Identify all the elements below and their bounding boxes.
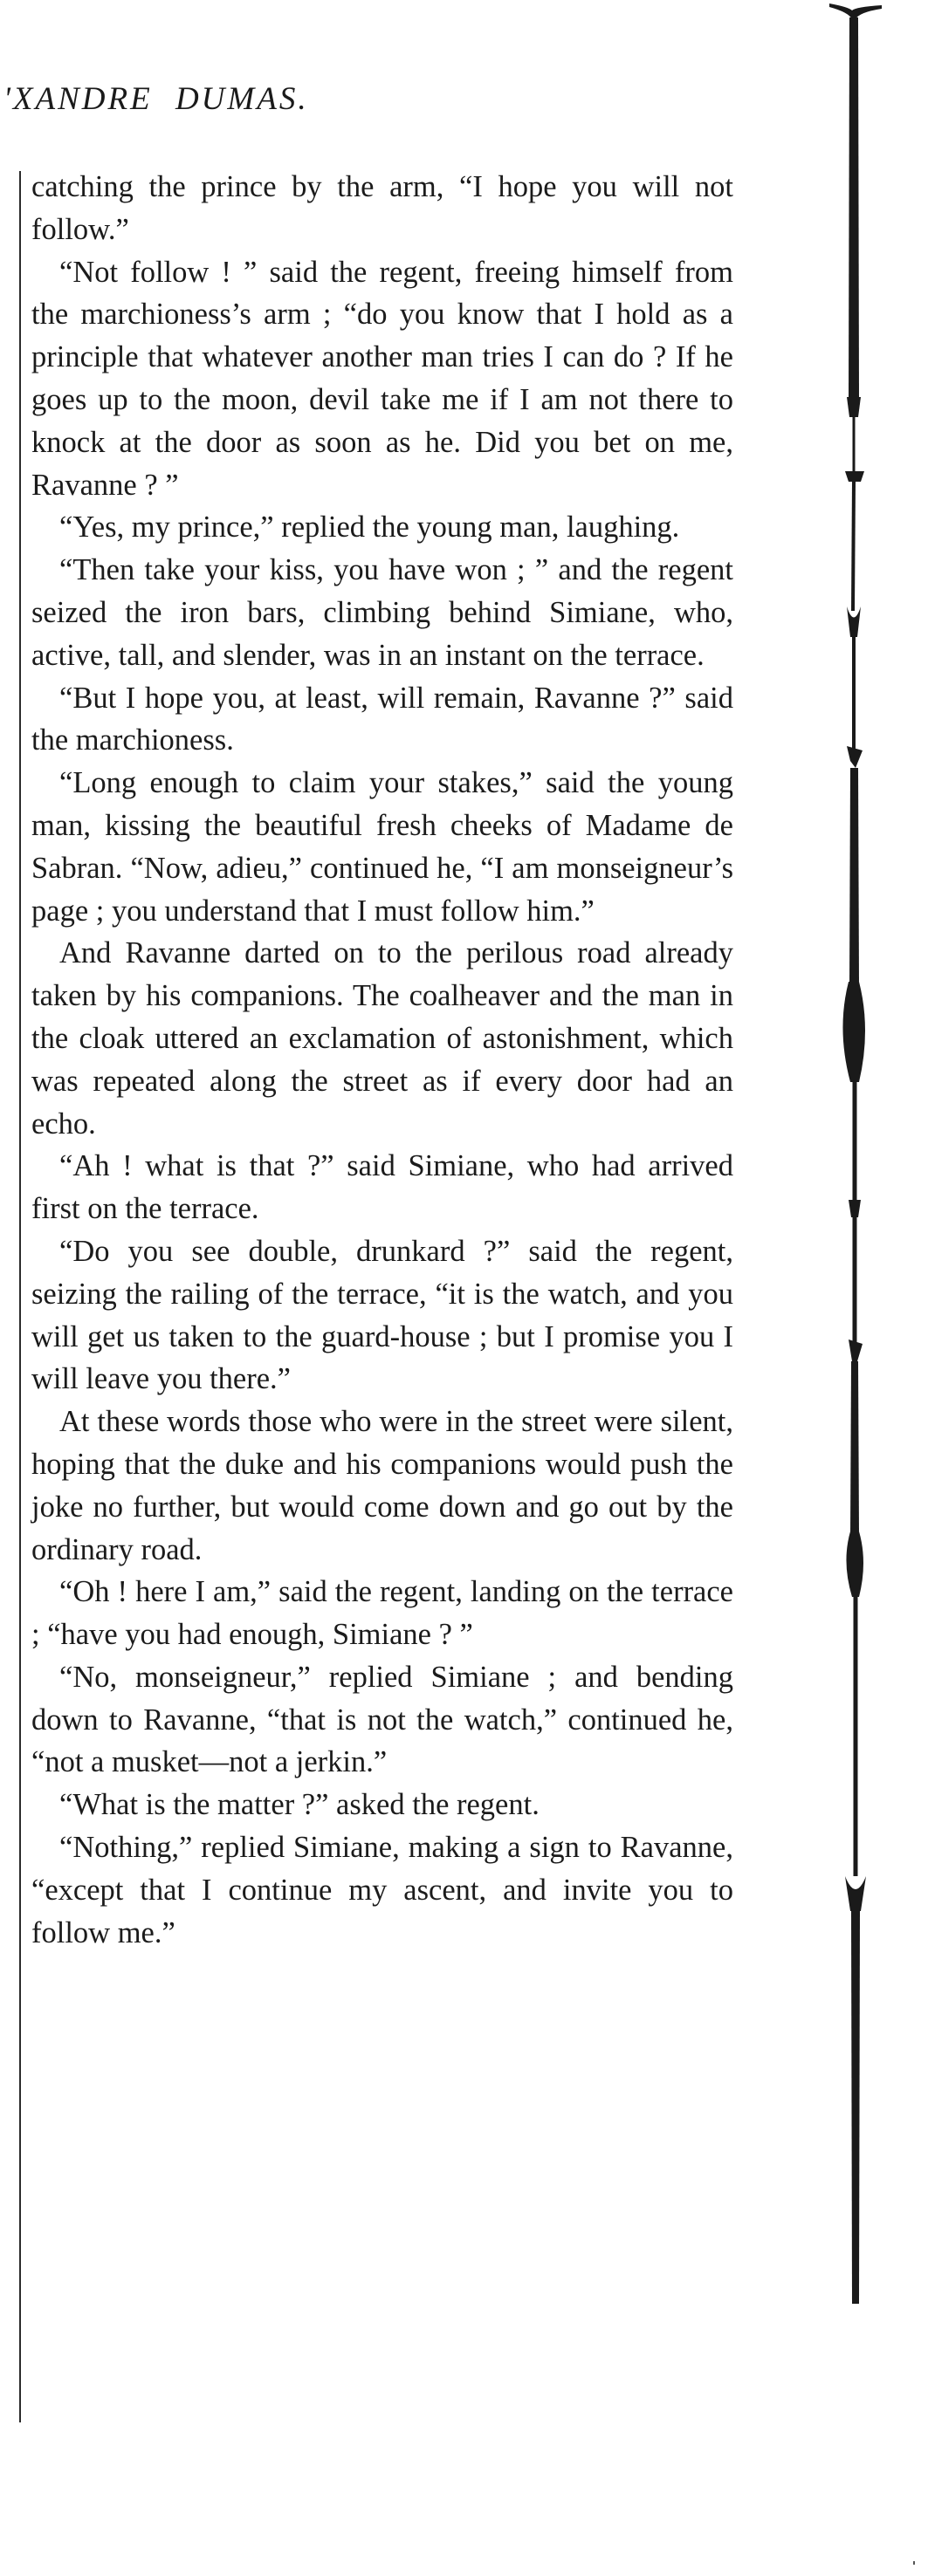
paragraph: “Do you see double, drunkard ?” said the regent, seizing the railing of the terrace, “it is the watch, and you will get us taken to the guard-house ; but I promise you I will leave you there.” xyxy=(31,1234,733,1396)
paragraph: “No, monseigneur,” replied Simiane ; and bending down to Ravanne, “that is not the watch,” continued he, “not a musket—not a jerkin.” xyxy=(31,1660,733,1779)
paragraph: catching the prince by the arm, “I hope you will not follow.” xyxy=(31,170,733,246)
paragraph: “Oh ! here I am,” said the regent, landing on the terrace ; “have you had enough, Simiane ? ” xyxy=(31,1575,733,1652)
paragraph: And Ravanne darted on to the perilous road already taken by his companions. The coalheaver and the man in the cloak uttered an exclamation of astonishment, which was repeated along the street as if every door had an echo. xyxy=(31,936,733,1141)
column-rule xyxy=(19,171,21,2422)
paragraph: “Nothing,” replied Simiane, making a sign to Ravanne, “except that I continue my ascent, and invite you to follow me.” xyxy=(31,1831,733,1949)
paragraph: “Long enough to claim your stakes,” said the young man, kissing the beautiful fresh cheeks of Madame de Sabran. “Now, adieu,” continued he, “I am monseigneur’s page ; you understand that I must follow him.” xyxy=(31,766,733,928)
page-speck xyxy=(913,2561,915,2565)
paragraph: “What is the matter ?” asked the regent. xyxy=(59,1788,540,1822)
running-title: 'XANDRE DUMAS. xyxy=(3,81,309,117)
paragraph: “But I hope you, at least, will remain, Ravanne ?” said the marchioness. xyxy=(31,681,733,757)
decorative-column-ornament xyxy=(829,0,890,2312)
paragraph: At these words those who were in the street were silent, hoping that the duke and his companions would push the joke no further, but would come down and go out by the ordinary road. xyxy=(31,1405,733,1566)
paragraph: “Then take your kiss, you have won ; ” and the regent seized the iron bars, climbing behind Simiane, who, active, tall, and slender, was in an instant on the terrace. xyxy=(31,553,733,672)
paragraph: “Yes, my prince,” replied the young man, laughing. xyxy=(59,510,680,545)
text-column xyxy=(31,166,733,1954)
paragraph: “Ah ! what is that ?” said Simiane, who had arrived first on the terrace. xyxy=(31,1149,733,1226)
paragraph: “Not follow ! ” said the regent, freeing himself from the marchioness’s arm ; “do you know that I hold as a principle that whatever another man tries I can do ? If he goes up to the moon, devil take me if I am not there to knock at the door as soon as he. Did you bet on me, Ravanne ? ” xyxy=(31,255,733,502)
